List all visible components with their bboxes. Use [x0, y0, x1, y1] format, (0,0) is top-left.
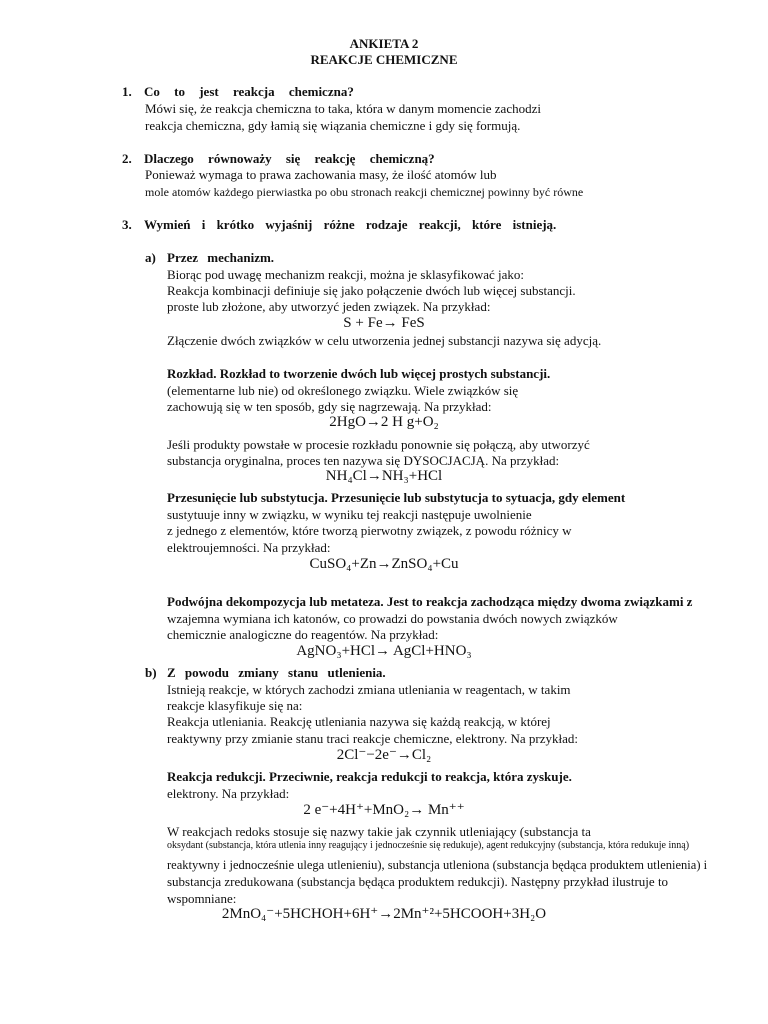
section-b-line-4: reaktywny przy zmianie stanu traci reakcje chemiczne, elektrony. Na przykład:	[167, 731, 578, 746]
metathesis-line-2: chemicznie analogiczne do reagentów. Na przykład:	[167, 627, 439, 642]
substitution-line-3: elektroujemności. Na przykład:	[167, 540, 331, 555]
substitution-line-2: z jednego z elementów, które tworzą pierwotny związek, z powodu różnicy w	[167, 523, 572, 538]
answer-2-line-2: mole atomów każdego pierwiastka po obu stronach reakcji chemicznej powinny być równe	[145, 185, 584, 199]
equation-reduction: 2 e⁻+4H⁺+MnO₂→ Mn⁺⁺	[303, 802, 465, 818]
equation-decomposition: 2HgO→2 H g+O₂	[329, 414, 439, 430]
substitution-heading: Przesunięcie lub substytucja. Przesunięcie lub substytucja to sytuacja, gdy element	[167, 490, 626, 505]
equation-substitution: CuSO₄+Zn→ZnSO₄+Cu	[309, 556, 459, 572]
section-a-heading	[145, 250, 274, 266]
section-a-line-1: Biorąc pod uwagę mechanizm reakcji, można je sklasyfikować jako:	[167, 267, 525, 282]
metathesis-line-1: wzajemna wymiana ich katonów, co prowadzi do powstania dwóch nowych związków	[167, 611, 618, 626]
substitution-line-1: sustytuuje inny w związku, w wyniku tej reakcji następuje uwolnienie	[167, 507, 532, 522]
document-title: ANKIETA 2	[349, 36, 419, 51]
redox-small-line: oksydant (substancja, która utlenia inny reagujący i jednocześnie się redukuje), agent redukcyjny (substancja, która redukuje inną)	[167, 840, 690, 851]
decomposition-line-1: (elementarne lub nie) od określonego związku. Wiele związków się	[167, 383, 519, 398]
document-subtitle: REAKCJE CHEMICZNE	[310, 52, 458, 67]
dissociation-line-2: substancja oryginalna, proces ten nazywa się DYSOCJACJĄ. Na przykład:	[167, 453, 560, 468]
question-2-number: 2.	[122, 151, 132, 166]
answer-1-line-2: reakcja chemiczna, gdy łamią się wiązania chemiczne i gdy się formują.	[145, 118, 521, 133]
question-1-number: 1.	[122, 84, 132, 99]
question-1-text: Co to jest reakcja chemiczna?	[144, 84, 354, 99]
section-b-number: b)	[145, 665, 157, 680]
section-b-line-1: Istnieją reakcje, w których zachodzi zmiana utleniania w reagentach, w takim	[167, 682, 571, 697]
answer-2-line-1: Ponieważ wymaga to prawa zachowania masy, że ilość atomów lub	[145, 167, 497, 182]
equation-oxidation: 2Cl⁻−2e⁻→Cl₂	[336, 747, 432, 763]
decomposition-heading: Rozkład. Rozkład to tworzenie dwóch lub więcej prostych substancji.	[167, 366, 551, 381]
section-a-number: a)	[145, 250, 156, 265]
question-3-number: 3.	[122, 217, 132, 232]
section-b-title: Z powodu zmiany stanu utlenienia.	[167, 665, 386, 680]
reduction-heading: Reakcja redukcji. Przeciwnie, reakcja redukcji to reakcja, która zyskuje.	[167, 769, 572, 784]
equation-combination: S + Fe→ FeS	[343, 315, 425, 331]
section-a-title: Przez mechanizm.	[167, 250, 275, 265]
question-2-text: Dlaczego równoważy się reakcję chemiczną?	[144, 151, 435, 166]
metathesis-heading: Podwójna dekompozycja lub metateza. Jest to reakcja zachodząca między dwoma związkami z	[167, 594, 693, 609]
section-b-heading	[145, 665, 386, 681]
reduction-line: elektrony. Na przykład:	[167, 786, 290, 801]
redox-line-2: reaktywny i jednocześnie ulega utlenieniu), substancja utleniona (substancja będąca produktem utlenienia) i	[167, 858, 708, 872]
question-3	[122, 217, 556, 233]
section-a-line-2: Reakcja kombinacji definiuje się jako połączenie dwóch lub więcej substancji.	[167, 283, 576, 298]
section-b-line-2: reakcje klasyfikuje się na:	[167, 698, 303, 713]
decomposition-line-2: zachowują się w ten sposób, gdy się nagrzewają. Na przykład:	[167, 399, 492, 414]
redox-line-3: substancja zredukowana (substancja będąca produktem redukcji). Następny przykład ilustruje to	[167, 874, 669, 889]
section-b-line-3: Reakcja utleniania. Reakcję utleniania nazywa się każdą reakcją, w której	[167, 714, 551, 729]
question-3-text: Wymień i krótko wyjaśnij różne rodzaje reakcji, które istnieją.	[144, 217, 557, 232]
question-1	[122, 84, 354, 100]
equation-dissociation: NH₄Cl→NH₃+HCl	[325, 468, 443, 484]
addition-line: Złączenie dwóch związków w celu utworzenia jednej substancji nazywa się adycją.	[167, 333, 602, 348]
equation-metathesis: AgNO₃+HCl→ AgCl+HNO₃	[296, 643, 472, 659]
equation-redox: 2MnO₄⁻+5HCHOH+6H⁺→2Mn⁺²+5HCOOH+3H₂O	[221, 906, 547, 922]
redox-line-4: wspomniane:	[167, 891, 237, 906]
answer-1-line-1: Mówi się, że reakcja chemiczna to taka, która w danym momencie zachodzi	[145, 101, 541, 116]
dissociation-line-1: Jeśli produkty powstałe w procesie rozkładu ponownie się połączą, aby utworzyć	[167, 437, 590, 452]
question-2	[122, 151, 435, 167]
section-a-line-3: proste lub złożone, aby utworzyć jeden związek. Na przykład:	[167, 299, 491, 314]
redox-line-1: W reakcjach redoks stosuje się nazwy takie jak czynnik utleniający (substancja ta	[167, 824, 591, 839]
